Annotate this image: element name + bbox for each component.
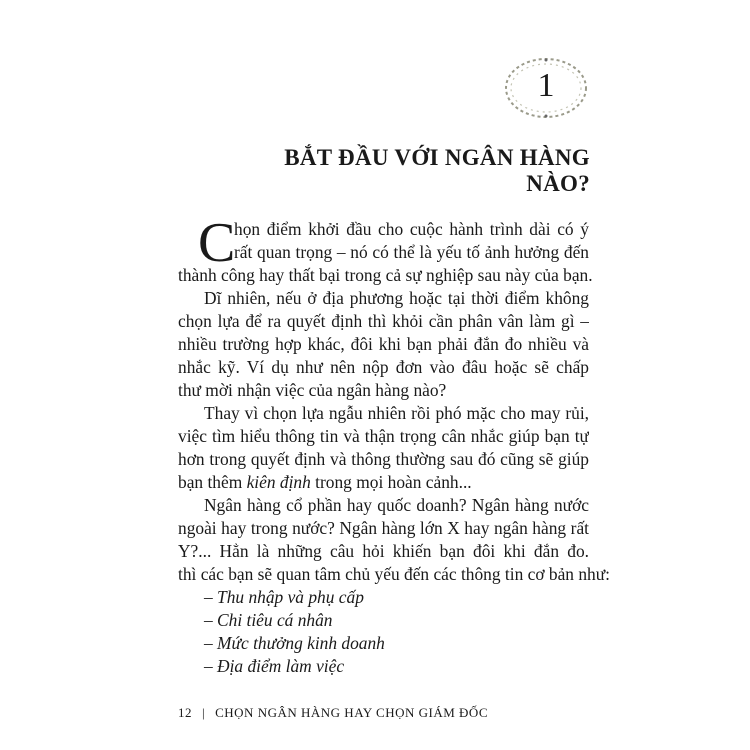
list-item: – Chi tiêu cá nhân	[204, 610, 333, 630]
text-line: chọn lựa để ra quyết định thì khỏi cần phân vân làm gì –	[178, 311, 589, 331]
text-line: Dĩ nhiên, nếu ở địa phương hoặc tại thời điểm không	[204, 288, 589, 308]
text-segment: bạn thêm	[178, 472, 247, 492]
italic-emphasis: kiên định	[246, 472, 311, 492]
page-footer	[178, 705, 488, 721]
text-line: ngoài hay trong nước? Ngân hàng lớn X hay ngân hàng rất	[178, 518, 589, 538]
text-line: Y?... Hẳn là những câu hỏi khiến bạn đôi khi đắn đo.	[178, 541, 589, 561]
text-line: nhắc kỹ. Ví dụ như nên nộp đơn vào đâu hoặc sẽ chấp	[178, 357, 589, 377]
text-line: thư mời nhận việc của ngân hàng nào?	[178, 380, 447, 400]
text-line: việc tìm hiểu thông tin và thận trọng cân nhắc giúp bạn tự	[178, 426, 589, 446]
drop-cap: C	[198, 212, 236, 274]
body-text	[178, 212, 610, 678]
text-line: hơn trong quyết định và thông thường sau đó cũng sẽ giúp	[178, 449, 589, 469]
running-title: CHỌN NGÂN HÀNG HAY CHỌN GIÁM ĐỐC	[215, 705, 488, 720]
text-segment: trong mọi hoàn cảnh...	[310, 472, 472, 492]
text-line	[178, 471, 589, 494]
chapter-number: 1	[537, 67, 555, 104]
page-number: 12	[178, 705, 192, 720]
list-item: – Địa điểm làm việc	[204, 656, 345, 676]
text-line: rất quan trọng – nó có thể là yếu tố ảnh hưởng đến	[234, 242, 589, 262]
footer-separator: |	[202, 705, 206, 720]
text-line: Thay vì chọn lựa ngẫu nhiên rồi phó mặc cho may rủi,	[204, 403, 589, 423]
text-line: thành công hay thất bại trong cả sự nghiệp sau này của bạn.	[178, 265, 593, 285]
chapter-title: BẮT ĐẦU VỚI NGÂN HÀNG NÀO?	[284, 145, 590, 196]
text-line: Ngân hàng cổ phần hay quốc doanh? Ngân hàng nước	[204, 495, 589, 515]
list-item: – Mức thưởng kinh doanh	[204, 633, 385, 653]
text-line: họn điểm khởi đầu cho cuộc hành trình dài có ý	[234, 219, 589, 239]
text-line: nhiều trường hợp khác, đôi khi bạn phải đắn đo nhiều và	[178, 334, 589, 354]
text-line: thì các bạn sẽ quan tâm chủ yếu đến các thông tin cơ bản như:	[178, 564, 610, 584]
list-item: – Thu nhập và phụ cấp	[204, 587, 364, 607]
